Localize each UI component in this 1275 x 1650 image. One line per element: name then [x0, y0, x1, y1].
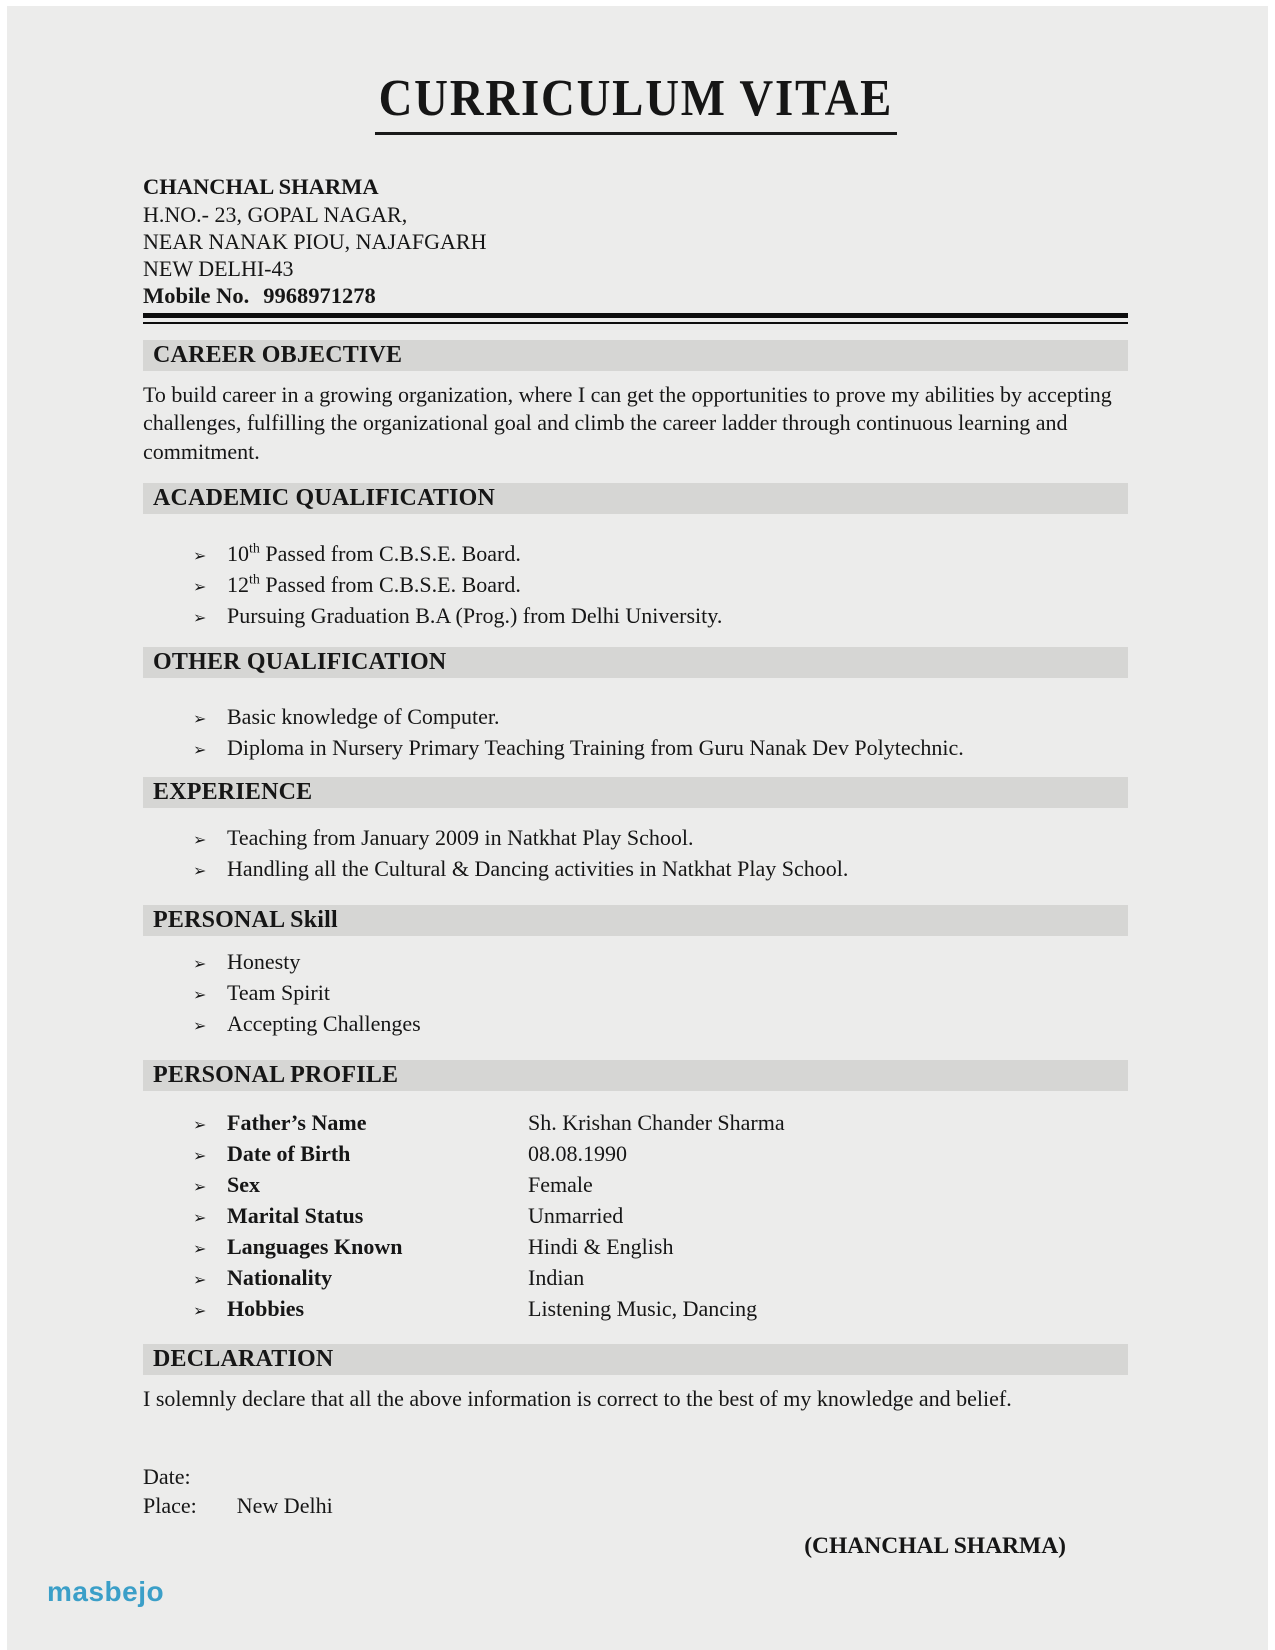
section-heading-declaration: DECLARATION [143, 1344, 1128, 1375]
section-heading-academic-qualification: ACADEMIC QUALIFICATION [143, 483, 1128, 514]
footer-block [143, 1462, 1128, 1560]
arrow-bullet-icon: ➢ [193, 861, 207, 881]
section-academic-qualification [143, 483, 1128, 632]
section-personal-skill [143, 905, 1128, 1040]
mobile-number: 9968971278 [263, 282, 376, 308]
item-text: Teaching from January 2009 in Natkhat Play School. [227, 825, 694, 851]
title-container [143, 6, 1128, 135]
experience-list [143, 823, 1128, 885]
list-item [193, 823, 1128, 854]
item-text: Pursuing Graduation B.A (Prog.) from Delhi University. [227, 603, 723, 629]
list-item [193, 601, 1128, 632]
profile-label: Sex [227, 1172, 260, 1198]
profile-value: Unmarried [528, 1203, 624, 1229]
address-line: NEAR NANAK PIOU, NAJAFGARH [143, 228, 487, 254]
other-qualification-list [143, 702, 1128, 764]
arrow-bullet-icon: ➢ [193, 577, 207, 597]
place-value: New Delhi [236, 1492, 333, 1518]
arrow-bullet-icon: ➢ [193, 1016, 207, 1036]
divider-double-line [143, 313, 1128, 324]
section-heading-personal-skill: PERSONAL Skill [143, 905, 1128, 936]
arrow-bullet-icon: ➢ [193, 740, 207, 760]
section-heading-other-qualification: OTHER QUALIFICATION [143, 647, 1128, 678]
section-heading-experience: EXPERIENCE [143, 777, 1128, 808]
list-item [193, 539, 1128, 570]
watermark-masbejo: masbejo [47, 1576, 165, 1607]
contact-block [143, 173, 1128, 310]
page-title: CURRICULUM VITAE [375, 72, 897, 135]
document-page [7, 6, 1268, 1650]
address-line: NEW DELHI-43 [143, 255, 294, 281]
profile-row [193, 1139, 1128, 1170]
item-text: Accepting Challenges [227, 1011, 421, 1037]
arrow-bullet-icon: ➢ [193, 985, 207, 1005]
profile-label: Nationality [227, 1265, 333, 1291]
profile-label: Date of Birth [227, 1141, 351, 1167]
profile-row [193, 1170, 1128, 1201]
profile-label: Languages Known [227, 1234, 403, 1260]
academic-list [143, 539, 1128, 632]
candidate-name: CHANCHAL SHARMA [143, 173, 379, 199]
list-item [193, 947, 1128, 978]
profile-label: Marital Status [227, 1203, 364, 1229]
profile-label: Hobbies [227, 1296, 305, 1322]
section-declaration [143, 1344, 1128, 1414]
arrow-bullet-icon: ➢ [193, 830, 207, 850]
item-text: Basic knowledge of Computer. [227, 704, 500, 730]
arrow-bullet-icon: ➢ [193, 546, 207, 566]
section-other-qualification [143, 647, 1128, 764]
section-career-objective [143, 340, 1128, 467]
profile-row [193, 1294, 1128, 1325]
objective-text: To build career in a growing organization, where I can get the opportunities to prove my abilities by accepting challenges, fulfilling the organizational goal and climb the career ladder through continuous learning and commitment. [143, 381, 1112, 464]
arrow-bullet-icon: ➢ [193, 1301, 207, 1321]
profile-row [193, 1232, 1128, 1263]
profile-row [193, 1263, 1128, 1294]
arrow-bullet-icon: ➢ [193, 1270, 207, 1290]
place-label: Place: [143, 1492, 197, 1518]
profile-value: Sh. Krishan Chander Sharma [528, 1110, 785, 1136]
arrow-bullet-icon: ➢ [193, 954, 207, 974]
mobile-line [143, 282, 1128, 310]
profile-value: 08.08.1990 [528, 1141, 627, 1167]
arrow-bullet-icon: ➢ [193, 1208, 207, 1228]
mobile-label: Mobile No. [143, 282, 250, 308]
profile-row [193, 1201, 1128, 1232]
section-experience [143, 777, 1128, 885]
list-item [193, 733, 1128, 764]
list-item [193, 978, 1128, 1009]
profile-value: Indian [528, 1265, 585, 1291]
profile-row [193, 1108, 1128, 1139]
item-text: Handling all the Cultural & Dancing activities in Natkhat Play School. [227, 856, 849, 882]
list-item [193, 702, 1128, 733]
profile-label: Father’s Name [227, 1110, 367, 1136]
arrow-bullet-icon: ➢ [193, 709, 207, 729]
item-text: 12th Passed from C.B.S.E. Board. [227, 572, 521, 598]
personal-skill-list [143, 947, 1128, 1040]
date-label: Date: [143, 1463, 191, 1489]
signature: (CHANCHAL SHARMA) [804, 1532, 1066, 1559]
place-line [143, 1491, 1128, 1520]
address-line: H.NO.- 23, GOPAL NAGAR, [143, 201, 408, 227]
arrow-bullet-icon: ➢ [193, 1115, 207, 1135]
section-heading-career-objective: CAREER OBJECTIVE [143, 340, 1128, 371]
arrow-bullet-icon: ➢ [193, 1146, 207, 1166]
profile-value: Listening Music, Dancing [528, 1296, 758, 1322]
item-text: Team Spirit [227, 980, 330, 1006]
profile-value: Hindi & English [528, 1234, 674, 1260]
profile-value: Female [528, 1172, 593, 1198]
declaration-text: I solemnly declare that all the above information is correct to the best of my knowledge and belief. [143, 1386, 1012, 1412]
item-text: Diploma in Nursery Primary Teaching Training from Guru Nanak Dev Polytechnic. [227, 735, 964, 761]
item-text: Honesty [227, 949, 301, 975]
item-text: 10th Passed from C.B.S.E. Board. [227, 541, 521, 567]
document-content [143, 6, 1128, 1560]
personal-profile-list [143, 1108, 1128, 1325]
section-heading-personal-profile: PERSONAL PROFILE [143, 1060, 1128, 1091]
section-personal-profile [143, 1060, 1128, 1325]
list-item [193, 854, 1128, 885]
list-item [193, 1009, 1128, 1040]
date-line [143, 1462, 1128, 1491]
arrow-bullet-icon: ➢ [193, 608, 207, 628]
arrow-bullet-icon: ➢ [193, 1177, 207, 1197]
list-item [193, 570, 1128, 601]
arrow-bullet-icon: ➢ [193, 1239, 207, 1259]
